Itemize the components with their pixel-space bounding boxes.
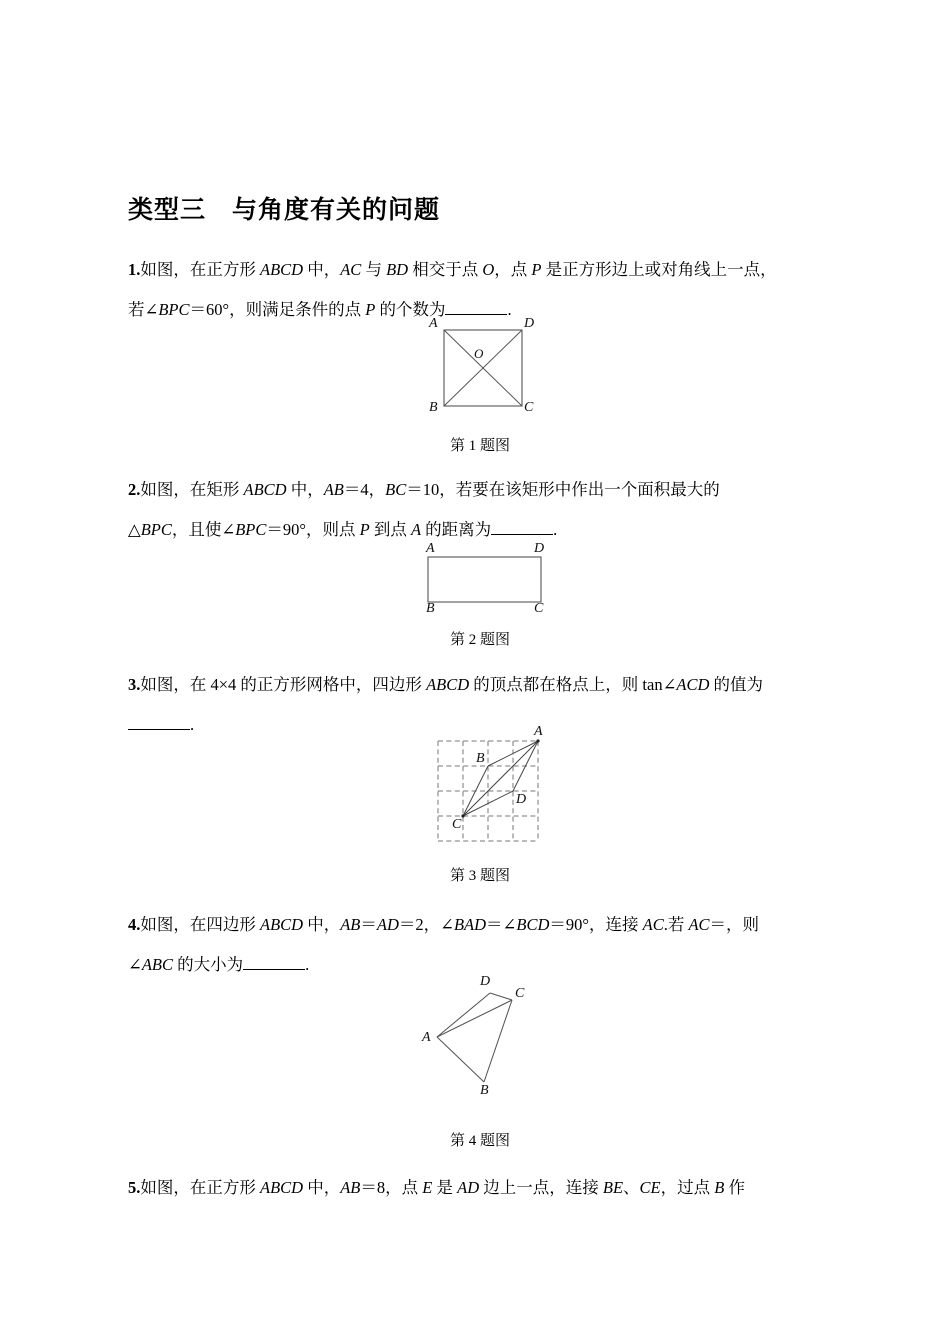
figure-1-label-O: O (474, 346, 484, 361)
figure-1-label-D: D (524, 316, 535, 331)
question-2-line-1 (128, 470, 828, 510)
figure-2-rectangle (420, 541, 550, 616)
question-5-text (128, 1168, 828, 1208)
q2-l2-body: △BPC，且使∠BPC＝90°，则点 P 到点 A 的距离为 (128, 520, 492, 539)
edge-BA (437, 1037, 484, 1082)
figure-2-caption: 第 2 题图 (449, 632, 510, 648)
page-title: 类型三 与角度有关的问题 (128, 195, 441, 224)
question-4-number: 4. (128, 915, 141, 934)
point-C-dot (461, 814, 464, 817)
question-5-line-1 (128, 1168, 828, 1208)
figure-4-label-A: A (422, 1030, 431, 1045)
answer-blank-3[interactable] (128, 715, 190, 730)
figure-4-caption: 第 4 题图 (449, 1133, 510, 1149)
question-4-line-2 (128, 945, 828, 985)
q4-period: . (305, 955, 310, 974)
figure-1-label-C: C (524, 400, 534, 415)
rectangle-outline (428, 557, 541, 602)
answer-blank-1[interactable] (445, 300, 507, 315)
q1-period: . (507, 300, 512, 319)
figure-2-label-D: D (534, 541, 545, 556)
question-4-text (128, 905, 828, 985)
figure-3-label-D: D (516, 792, 527, 807)
question-2-line-2 (128, 510, 828, 550)
question-3-line-1 (128, 665, 828, 705)
figure-4-label-B: B (480, 1083, 489, 1098)
answer-blank-4[interactable] (243, 955, 305, 970)
figure-3-svg (430, 733, 550, 851)
figure-4-label-C: C (515, 986, 525, 1001)
figure-3-label-A: A (534, 724, 543, 739)
figure-3-caption: 第 3 题图 (449, 868, 510, 884)
figure-2-label-C: C (534, 601, 544, 616)
figure-2-label-B: B (426, 601, 435, 616)
q3-l1-body: 如图，在 4×4 的正方形网格中，四边形 ABCD 的顶点都在格点上，则 tan∠ACD 的值为 (140, 675, 764, 694)
q4-l1-body: 如图，在四边形 ABCD 中，AB＝AD＝2，∠BAD＝∠BCD＝90°，连接 AC.若 AC＝，则 (140, 915, 760, 934)
q1-l1-body: 如图，在正方形 ABCD 中，AC 与 BD 相交于点 O，点 P 是正方形边上或对角线上一点， (140, 260, 777, 279)
figure-4-label-D: D (480, 974, 491, 989)
edge-DC (490, 993, 512, 1000)
q2-l1-body: 如图，在矩形 ABCD 中，AB＝4，BC＝10，若要在该矩形中作出一个面积最大的 (140, 480, 720, 499)
figure-1-caption: 第 1 题图 (449, 438, 510, 454)
figure-3-grid-quadrilateral (430, 724, 550, 851)
question-5-number: 5. (128, 1178, 141, 1197)
figure-2-label-A: A (426, 541, 435, 556)
question-2-number: 2. (128, 480, 141, 499)
q3-period: . (190, 715, 195, 734)
figure-1-label-A: A (429, 316, 438, 331)
figure-3-label-C: C (452, 817, 462, 832)
q1-l2-body: 若∠BPC＝60°，则满足条件的点 P 的个数为 (128, 300, 446, 319)
edge-CA (463, 741, 538, 816)
question-4-line-1 (128, 905, 828, 945)
question-1-text (128, 250, 828, 330)
answer-blank-2[interactable] (491, 520, 553, 535)
q4-l2-body: ∠ABC 的大小为 (128, 955, 244, 974)
figure-3-label-B: B (476, 751, 485, 766)
quadrilateral-ABCD (463, 741, 538, 816)
question-3-number: 3. (128, 675, 141, 694)
question-1-number: 1. (128, 260, 141, 279)
figure-4-quadrilateral (415, 974, 545, 1105)
question-1-line-1 (128, 250, 828, 290)
figure-1-square-with-diagonals (428, 316, 538, 415)
figure-2-svg (420, 545, 550, 607)
q2-period: . (553, 520, 558, 539)
q5-l1-body: 如图，在正方形 ABCD 中，AB＝8，点 E 是 AD 边上一点，连接 BE、CE，过点 B 作 (140, 1178, 745, 1197)
question-2-text (128, 470, 828, 550)
figure-1-svg (428, 320, 538, 415)
figure-1-label-B: B (429, 400, 438, 415)
